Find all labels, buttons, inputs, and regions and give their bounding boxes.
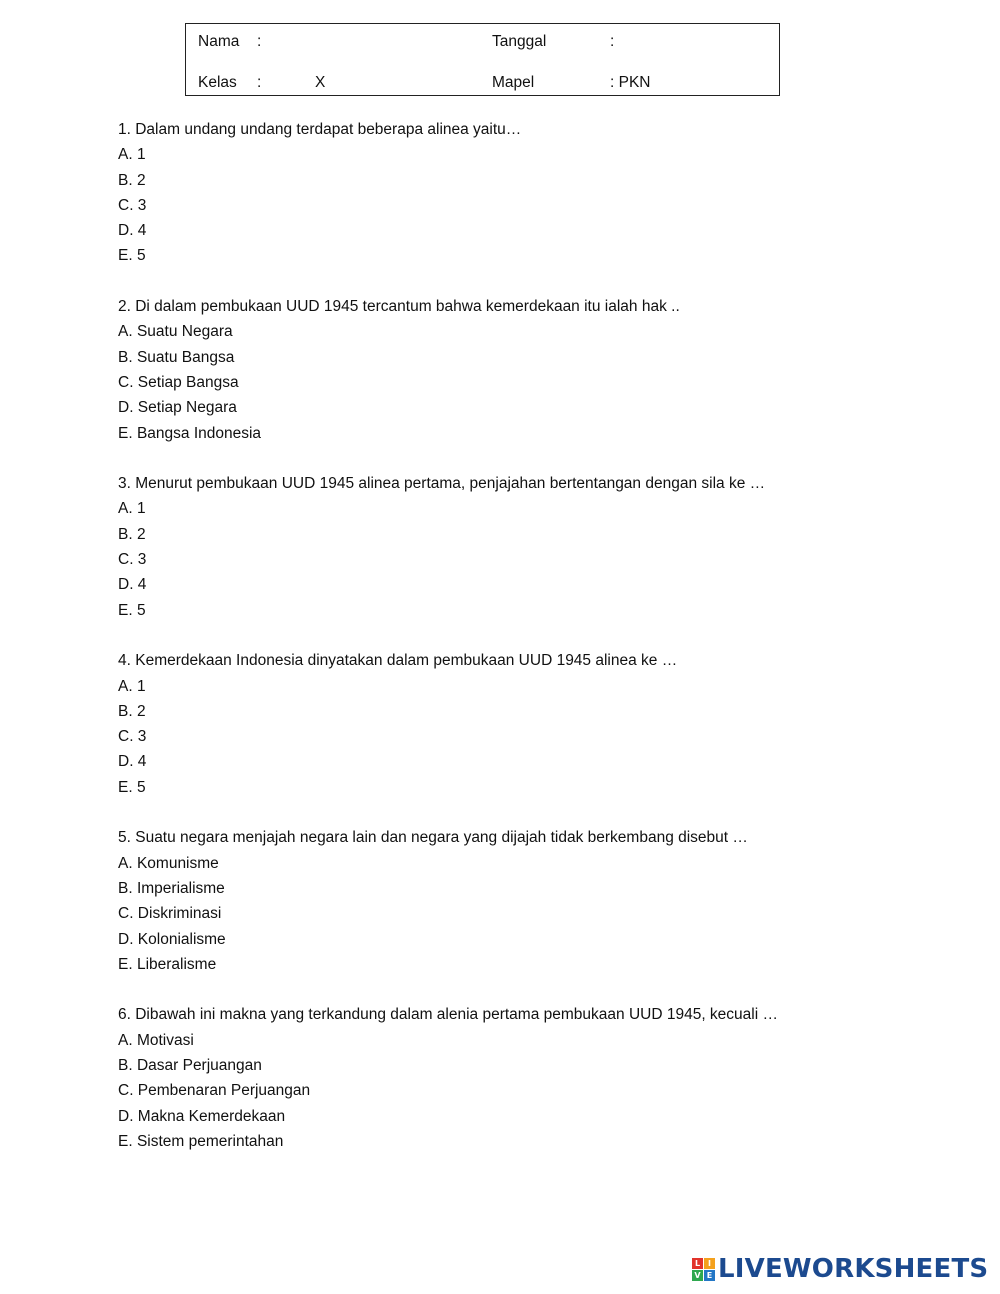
liveworksheets-logo-icon xyxy=(692,1258,715,1281)
nama-label: Nama xyxy=(198,33,240,50)
option-a[interactable]: A. Komunisme xyxy=(118,854,219,872)
option-b[interactable]: B. Dasar Perjuangan xyxy=(118,1056,262,1074)
question-4 xyxy=(118,648,918,800)
mapel-label: Mapel xyxy=(492,74,535,91)
option-b[interactable]: B. Imperialisme xyxy=(118,879,225,897)
question-text: 3. Menurut pembukaan UUD 1945 alinea pertama, penjajahan bertentangan dengan sila ke … xyxy=(118,475,766,493)
logo-letter-v: V xyxy=(692,1270,703,1281)
option-e[interactable]: E. 5 xyxy=(118,778,146,796)
option-c[interactable]: C. Diskriminasi xyxy=(118,905,222,923)
tanggal-label: Tanggal xyxy=(492,33,547,50)
logo-letter-e: E xyxy=(704,1270,715,1281)
option-b[interactable]: B. 2 xyxy=(118,525,146,543)
option-e[interactable]: E. Bangsa Indonesia xyxy=(118,424,262,442)
kelas-colon: : xyxy=(257,74,262,91)
question-5 xyxy=(118,825,918,977)
option-c[interactable]: C. 3 xyxy=(118,728,147,746)
option-e[interactable]: E. Sistem pemerintahan xyxy=(118,1132,284,1150)
logo-letter-i: I xyxy=(704,1258,715,1269)
mapel-value: : PKN xyxy=(610,74,651,91)
liveworksheets-logo xyxy=(692,1252,988,1286)
question-text: 4. Kemerdekaan Indonesia dinyatakan dalam pembukaan UUD 1945 alinea ke … xyxy=(118,652,678,670)
option-a[interactable]: A. 1 xyxy=(118,677,146,695)
option-c[interactable]: C. 3 xyxy=(118,551,147,569)
option-b[interactable]: B. 2 xyxy=(118,171,146,189)
option-b[interactable]: B. Suatu Bangsa xyxy=(118,348,235,366)
question-text: 6. Dibawah ini makna yang terkandung dalam alenia pertama pembukaan UUD 1945, kecuali … xyxy=(118,1006,778,1024)
option-a[interactable]: A. Suatu Negara xyxy=(118,323,233,341)
option-d[interactable]: D. Setiap Negara xyxy=(118,399,237,417)
kelas-label: Kelas xyxy=(198,74,237,91)
option-a[interactable]: A. 1 xyxy=(118,500,146,518)
option-d[interactable]: D. 4 xyxy=(118,576,147,594)
option-d[interactable]: D. Makna Kemerdekaan xyxy=(118,1107,286,1125)
option-d[interactable]: D. 4 xyxy=(118,222,147,240)
kelas-value: X xyxy=(315,74,326,91)
question-text: 5. Suatu negara menjajah negara lain dan negara yang dijajah tidak berkembang disebut … xyxy=(118,829,748,847)
logo-letter-l: L xyxy=(692,1258,703,1269)
option-c[interactable]: C. Setiap Bangsa xyxy=(118,373,239,391)
option-e[interactable]: E. 5 xyxy=(118,247,146,265)
question-list xyxy=(118,117,918,1179)
option-e[interactable]: E. Liberalisme xyxy=(118,955,217,973)
question-text: 2. Di dalam pembukaan UUD 1945 tercantum bahwa kemerdekaan itu ialah hak .. xyxy=(118,298,680,316)
option-b[interactable]: B. 2 xyxy=(118,702,146,720)
option-d[interactable]: D. Kolonialisme xyxy=(118,930,226,948)
question-2 xyxy=(118,294,918,446)
option-c[interactable]: C. 3 xyxy=(118,196,147,214)
logo-text: LIVEWORKSHEETS xyxy=(718,1254,989,1284)
tanggal-colon: : xyxy=(610,33,615,50)
option-e[interactable]: E. 5 xyxy=(118,601,146,619)
option-a[interactable]: A. Motivasi xyxy=(118,1031,194,1049)
question-6 xyxy=(118,1002,918,1154)
nama-colon: : xyxy=(257,33,262,50)
option-d[interactable]: D. 4 xyxy=(118,753,147,771)
option-a[interactable]: A. 1 xyxy=(118,146,146,164)
question-1 xyxy=(118,117,918,269)
student-info-box xyxy=(185,23,780,96)
option-c[interactable]: C. Pembenaran Perjuangan xyxy=(118,1082,311,1100)
question-3 xyxy=(118,471,918,623)
question-text: 1. Dalam undang undang terdapat beberapa alinea yaitu… xyxy=(118,121,522,138)
